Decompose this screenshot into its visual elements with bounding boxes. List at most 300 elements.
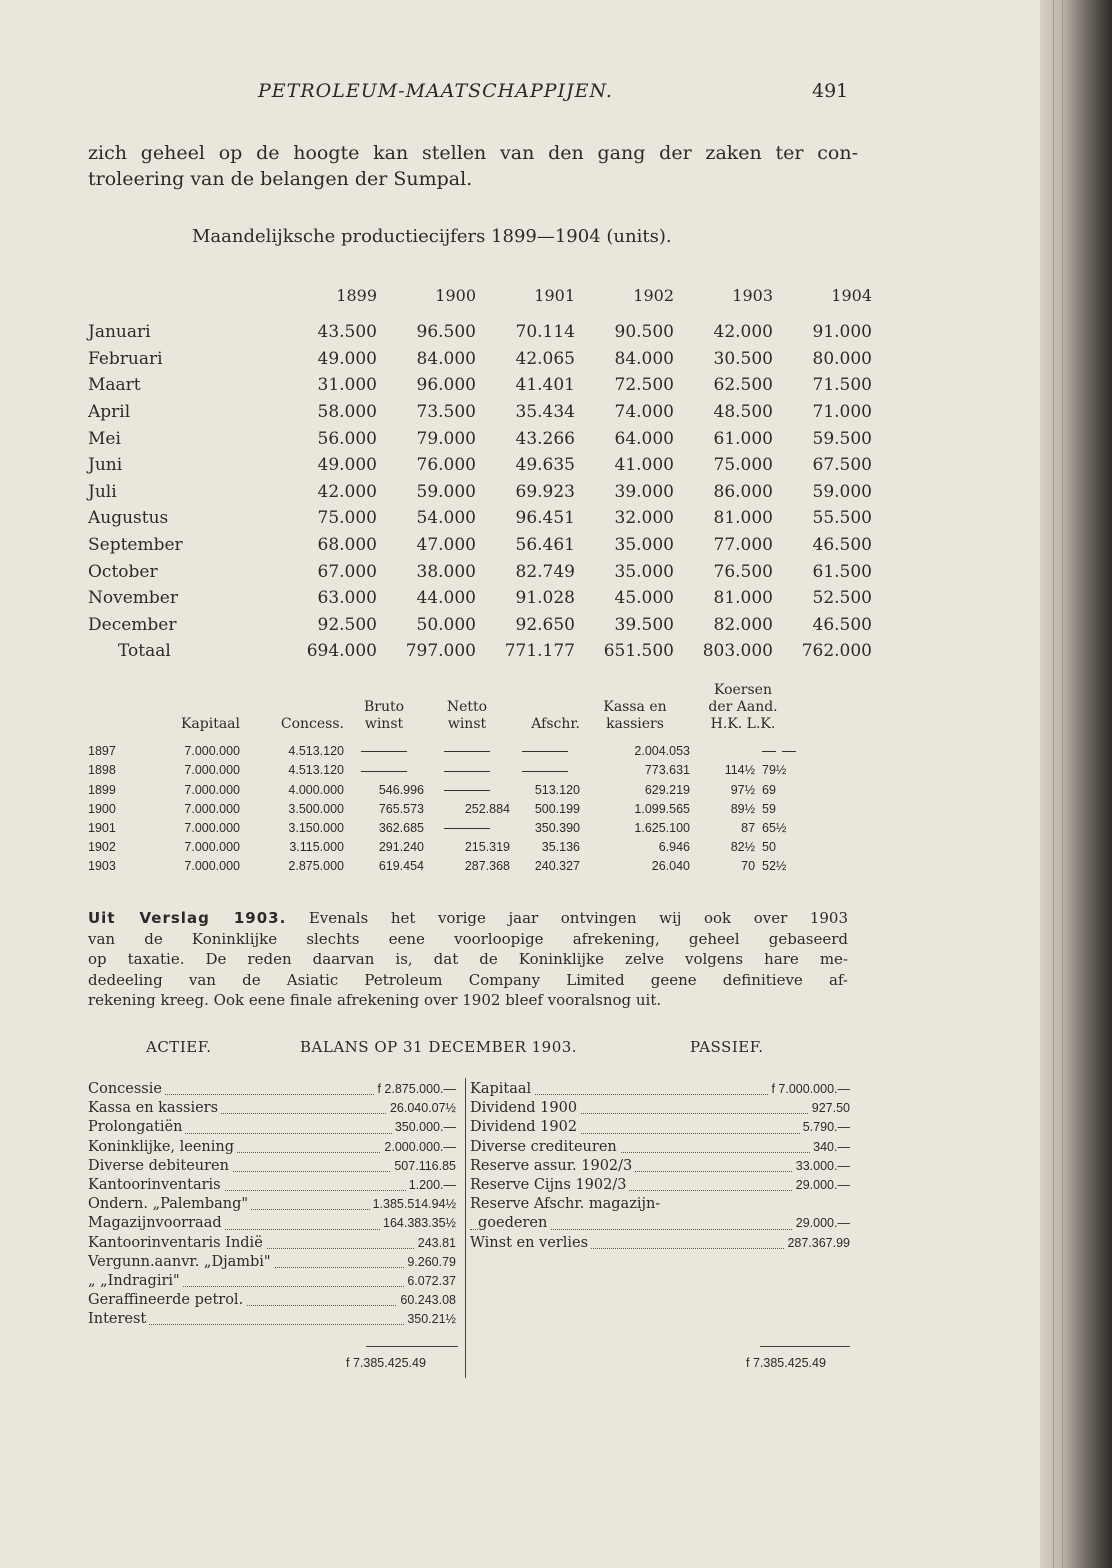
ledger-value: 33.000.— [793,1157,850,1176]
production-value: 68.000 [317,535,377,556]
ledger-label: Reserve assur. 1902/3 [470,1157,635,1176]
total-value: 797.000 [405,641,476,662]
production-value: 45.000 [614,588,674,609]
ledger-row [470,1138,850,1157]
production-value: 61.000 [713,428,773,449]
ledger-value: 9.260.79 [404,1253,456,1272]
empty-dash [444,828,490,829]
empty-dash [444,751,490,752]
ledger-value: 26.040.07½ [387,1099,456,1118]
month-label: November [88,588,178,609]
production-value: 30.500 [713,348,773,369]
production-value: 69.923 [515,481,575,502]
total-label: Totaal [118,641,171,662]
production-value: 86.000 [713,481,773,502]
finance-kapitaal: 7.000.000 [184,744,240,759]
month-label: Juni [88,455,123,476]
month-label: Januari [88,322,151,343]
page-edge-line [1062,0,1063,1568]
production-value: 71.500 [812,375,872,396]
finance-row [88,854,796,873]
ledger-value: 29.000.— [793,1214,850,1233]
verslag-line: van de Koninklijke slechts eene voorloopige afrekening, geheel gebaseerd [88,929,848,948]
ledger-row [88,1291,456,1310]
ledger-value: f 7.000.000.— [768,1080,850,1099]
production-header-row [88,283,872,307]
finance-koersen [690,777,796,796]
finance-kassa: 773.631 [644,763,690,778]
book-gutter-edge [1040,0,1112,1568]
ledger-value: 287.367.99 [784,1234,850,1253]
ledger-value: 6.072.37 [404,1272,456,1291]
finance-concess: 3.150.000 [288,820,344,835]
ledger-value: 350.21½ [404,1310,456,1329]
month-label: Februari [88,348,163,369]
ledger-label: Dividend 1900 [470,1099,580,1118]
total-value: 762.000 [801,641,872,662]
month-header [88,283,278,307]
month-label: December [88,614,177,635]
intro-line: troleering van de belangen der Sumpal. [88,168,473,190]
page-edge-line [1069,0,1070,1568]
production-value: 91.028 [515,588,575,609]
finance-koersen [690,758,796,777]
running-title: PETROLEUM-MAATSCHAPPIJEN. [258,80,613,102]
finance-kassa: 629.219 [644,782,690,797]
verslag-line: op taxatie. De reden daarvan is, dat de Koninklijke zelve volgens hare me- [88,950,848,968]
finance-koersen [690,854,796,873]
production-value: 47.000 [416,535,476,556]
finance-netto [424,758,510,777]
ledger-value: 2.000.000.— [381,1138,456,1157]
production-value: 43.500 [317,322,377,343]
finance-afschr [510,758,580,777]
finance-bruto: 546.996 [378,782,424,797]
empty-dash [762,751,776,752]
ledger-label: Prolongatiën [88,1118,185,1137]
verslag-line-1 [88,908,848,929]
production-value: 46.500 [812,535,872,556]
production-value: 82.000 [713,614,773,635]
ledger-label: Magazijnvoorraad [88,1214,225,1233]
production-value: 35.434 [515,402,575,423]
finance-koersen [690,816,796,835]
finance-netto: 252.884 [464,801,510,816]
finance-kapitaal: 7.000.000 [184,801,240,816]
production-value: 92.500 [317,614,377,635]
ledger-value: 340.— [810,1138,850,1157]
empty-dash [361,751,407,752]
ledger-value: 29.000.— [793,1176,850,1195]
production-value: 44.000 [416,588,476,609]
finance-kassa: 1.099.565 [634,801,690,816]
production-value: 49.000 [317,348,377,369]
koers-hk: 97½ [730,782,756,797]
ledger-value: 5.790.— [800,1118,850,1137]
production-value: 67.500 [812,455,872,476]
netto-header-2: winst [447,716,487,732]
actief-total: f 7.385.425.49 [346,1356,426,1370]
passief-label: PASSIEF. [690,1038,764,1056]
finance-row [88,733,796,758]
production-value: 50.000 [416,614,476,635]
production-total-row [88,638,872,665]
ledger-label: Interest [88,1310,149,1329]
production-value: 32.000 [614,508,674,529]
production-value: 96.451 [515,508,575,529]
production-value: 81.000 [713,508,773,529]
production-row [88,319,872,346]
ledger-row [88,1310,456,1329]
production-value: 92.650 [515,614,575,635]
production-value: 62.500 [713,375,773,396]
ledger-row [88,1195,456,1214]
finance-bruto [344,758,424,777]
finance-afschr [510,733,580,758]
month-label: Mei [88,428,121,449]
ledger-label: Concessie [88,1080,165,1099]
ledger-row [470,1234,850,1253]
total-value: 771.177 [504,641,575,662]
koers-hk: 89½ [730,801,756,816]
passief-ledger [470,1080,850,1253]
production-row [88,479,872,506]
finance-netto [424,733,510,758]
ledger-row [88,1214,456,1233]
ledger-row [470,1157,850,1176]
production-value: 41.000 [614,455,674,476]
verslag-text: Evenals het vorige jaar ontvingen wij ook over 1903 [308,909,848,927]
empty-dash [782,751,796,752]
koers-lk: 59 [762,801,776,816]
production-value: 55.500 [812,508,872,529]
finance-year: 1898 [88,763,116,778]
finance-year: 1901 [88,820,116,835]
finance-afschr: 35.136 [541,840,580,855]
finance-kapitaal: 7.000.000 [184,859,240,874]
finance-kapitaal: 7.000.000 [184,840,240,855]
kapitaal-header: Kapitaal [180,716,240,732]
production-value: 76.000 [416,455,476,476]
production-row [88,585,872,612]
finance-afschr: 513.120 [534,782,580,797]
ledger-label: Reserve Afschr. magazijn- [470,1195,663,1214]
balance-title: BALANS OP 31 DECEMBER 1903. [300,1038,578,1056]
year-header: 1903 [732,285,773,305]
production-row [88,558,872,585]
production-row [88,612,872,639]
production-value: 42.000 [713,322,773,343]
month-label: Maart [88,375,141,396]
production-value: 52.500 [812,588,872,609]
production-value: 59.000 [416,481,476,502]
finance-concess: 4.513.120 [288,763,344,778]
ledger-value: 350.000.— [392,1118,456,1137]
finance-bruto [344,733,424,758]
ledger-value: 507.116.85 [391,1157,456,1176]
ledger-row [88,1099,456,1118]
production-value: 42.000 [317,481,377,502]
ledger-row [470,1099,850,1118]
ledger-label: Vergunn.aanvr. „Djambi" [88,1253,274,1272]
production-value: 63.000 [317,588,377,609]
ledger-label: Kassa en kassiers [88,1099,221,1118]
finance-bruto: 291.240 [378,840,424,855]
finance-kassa: 26.040 [651,859,690,874]
production-value: 56.461 [515,535,575,556]
afschr-header: Afschr. [531,716,580,732]
production-value: 77.000 [713,535,773,556]
ledger-row [470,1080,850,1099]
ledger-label: Diverse debiteuren [88,1157,232,1176]
ledger-row [470,1118,850,1137]
finance-row [88,758,796,777]
production-value: 42.065 [515,348,575,369]
ledger-label: Koninklijke, leening [88,1138,237,1157]
year-header: 1901 [534,285,575,305]
intro-paragraph [88,140,858,192]
finance-concess: 4.000.000 [288,782,344,797]
bruto-header: Bruto [363,699,405,715]
ledger-value: f 2.875.000.— [374,1080,456,1099]
ledger-label: Kapitaal [470,1080,534,1099]
year-header: 1900 [435,285,476,305]
actief-label: ACTIEF. [146,1038,212,1056]
finance-afschr: 500.199 [534,801,580,816]
production-table [88,283,872,665]
finance-concess: 4.513.120 [288,744,344,759]
ledger-row [88,1138,456,1157]
finance-netto: 215.319 [464,840,510,855]
year-header: 1904 [831,285,872,305]
production-value: 84.000 [614,348,674,369]
finance-kassa: 6.946 [658,840,690,855]
finance-year: 1903 [88,859,116,874]
finance-kapitaal: 7.000.000 [184,820,240,835]
production-value: 96.500 [416,322,476,343]
finance-koersen [690,797,796,816]
production-value: 38.000 [416,561,476,582]
finance-kapitaal: 7.000.000 [184,782,240,797]
actief-sum-line [366,1346,458,1347]
year-header: 1902 [633,285,674,305]
ledger-row [88,1157,456,1176]
ledger-label: goederen [478,1214,550,1233]
production-value: 35.000 [614,561,674,582]
netto-header: Netto [446,699,488,715]
production-value: 59.000 [812,481,872,502]
finance-year: 1900 [88,801,116,816]
production-row [88,399,872,426]
verslag-line: rekening kreeg. Ook eene finale afrekening over 1902 bleef vooralsnog uit. [88,991,662,1009]
ledger-value: 243.81 [415,1234,456,1253]
empty-dash [361,771,407,772]
month-label: September [88,535,183,556]
production-value: 43.266 [515,428,575,449]
ledger-value: 1.200.— [406,1176,456,1195]
bruto-header-2: winst [364,716,404,732]
finance-row [88,816,796,835]
ledger-value: 927.50 [809,1099,850,1118]
finance-kassa: 2.004.053 [634,744,690,759]
production-value: 81.000 [713,588,773,609]
ledger-row [470,1214,850,1233]
ledger-label: Kantoorinventaris Indië [88,1234,266,1253]
production-value: 79.000 [416,428,476,449]
ledger-label: Kantoorinventaris [88,1176,224,1195]
production-value: 35.000 [614,535,674,556]
total-value: 694.000 [306,641,377,662]
finance-netto [424,777,510,796]
verslag-line: dedeeling van de Asiatic Petroleum Company Limited geene definitieve af- [88,970,848,989]
verslag-heading: Uit Verslag 1903. [88,909,287,927]
finance-bruto: 619.454 [378,859,424,874]
koers-hk: 82½ [730,840,756,855]
finance-kapitaal: 7.000.000 [184,763,240,778]
finance-row [88,777,796,796]
ledger-label: Diverse crediteuren [470,1138,620,1157]
finance-bruto: 765.573 [378,801,424,816]
production-value: 58.000 [317,402,377,423]
empty-dash [444,771,490,772]
production-value: 49.635 [515,455,575,476]
ledger-label: Dividend 1902 [470,1118,580,1137]
production-value: 41.401 [515,375,575,396]
production-value: 48.500 [713,402,773,423]
empty-dash [522,751,568,752]
page-number: 491 [812,80,849,102]
ledger-row [88,1253,456,1272]
ledger-label: „ „Indragiri" [88,1272,183,1291]
finance-year: 1897 [88,744,116,759]
ledger-label: Ondern. „Palembang" [88,1195,251,1214]
verslag-paragraph [88,908,848,1011]
production-value: 75.000 [713,455,773,476]
production-value: 61.500 [812,561,872,582]
production-value: 84.000 [416,348,476,369]
production-value: 75.000 [317,508,377,529]
month-label: October [88,561,158,582]
ledger-row [88,1176,456,1195]
finance-table [88,682,796,873]
page-edge-line [1053,0,1054,1568]
production-title: Maandelijksche productiecijfers 1899—1904 (units). [192,226,672,247]
finance-afschr: 350.390 [534,820,580,835]
finance-row [88,797,796,816]
month-label: Juli [88,481,117,502]
finance-concess: 2.875.000 [288,859,344,874]
finance-koersen [690,733,796,758]
finance-year: 1899 [88,782,116,797]
month-label: April [88,402,131,423]
finance-netto: 287.368 [464,859,510,874]
production-value: 56.000 [317,428,377,449]
production-row [88,532,872,559]
finance-concess: 3.115.000 [289,840,344,855]
production-value: 80.000 [812,348,872,369]
production-value: 74.000 [614,402,674,423]
actief-ledger [88,1080,456,1329]
koers-hk: 87 [741,820,756,835]
production-row [88,505,872,532]
intro-line: zich geheel op de hoogte kan stellen van den gang der zaken ter con- [88,142,858,164]
koers-lk: 52½ [762,859,787,874]
production-value: 49.000 [317,455,377,476]
production-value: 59.500 [812,428,872,449]
year-header: 1899 [336,285,377,305]
production-value: 64.000 [614,428,674,449]
production-value: 39.500 [614,614,674,635]
finance-afschr: 240.327 [534,859,580,874]
finance-concess: 3.500.000 [288,801,344,816]
finance-row [88,835,796,854]
production-value: 82.749 [515,561,575,582]
production-value: 96.000 [416,375,476,396]
koers-hk: 114½ [724,763,756,778]
ledger-value: 1.385.514.94½ [370,1195,456,1214]
finance-netto [424,816,510,835]
koersen-header-3: H.K. L.K. [710,716,776,732]
kassa-header-2: kassiers [606,716,664,732]
production-value: 71.000 [812,402,872,423]
ledger-label: Winst en verlies [470,1234,591,1253]
ledger-row [470,1176,850,1195]
koers-hk: 70 [741,859,756,874]
production-row [88,372,872,399]
concess-header: Concess. [280,716,344,732]
ledger-value: 60.243.08 [397,1291,456,1310]
production-value: 46.500 [812,614,872,635]
finance-koersen [690,835,796,854]
production-value: 54.000 [416,508,476,529]
production-value: 76.500 [713,561,773,582]
finance-year: 1902 [88,840,116,855]
production-value: 91.000 [812,322,872,343]
passief-sum-line [760,1346,850,1347]
ledger-row [470,1195,850,1214]
production-value: 67.000 [317,561,377,582]
koers-lk: 65½ [762,820,787,835]
production-row [88,425,872,452]
koers-lk: 79½ [762,763,787,778]
production-value: 31.000 [317,375,377,396]
finance-kassa: 1.625.100 [634,820,690,835]
production-value: 72.500 [614,375,674,396]
production-row [88,346,872,373]
koers-lk: 50 [762,840,776,855]
production-value: 73.500 [416,402,476,423]
empty-dash [522,771,568,772]
kassa-header: Kassa en [603,699,667,715]
koersen-header-2: der Aand. [708,699,778,715]
passief-total: f 7.385.425.49 [746,1356,826,1370]
ledger-divider [465,1078,466,1378]
production-value: 90.500 [614,322,674,343]
total-value: 803.000 [702,641,773,662]
empty-dash [444,790,490,791]
ledger-value: 164.383.35½ [380,1214,456,1233]
ledger-row [88,1272,456,1291]
ledger-label: Reserve Cijns 1902/3 [470,1176,629,1195]
koersen-header: Koersen [714,682,772,698]
total-value: 651.500 [603,641,674,662]
koers-lk: 69 [762,782,776,797]
production-value: 70.114 [515,322,575,343]
ledger-row [88,1118,456,1137]
ledger-label: Geraffineerde petrol. [88,1291,246,1310]
production-value: 39.000 [614,481,674,502]
month-label: Augustus [88,508,169,529]
